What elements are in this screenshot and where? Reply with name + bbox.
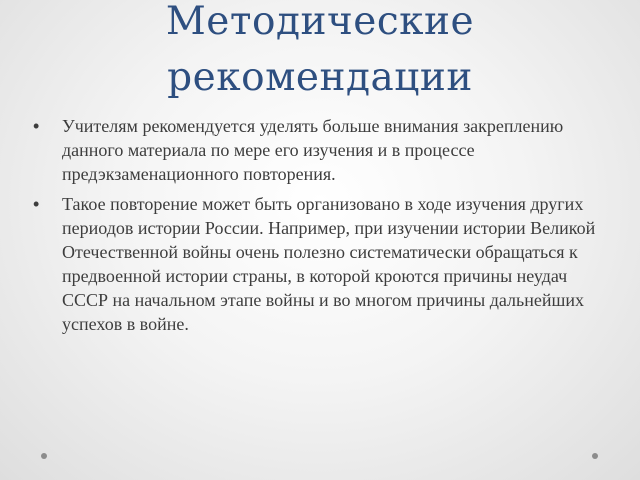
slide-title-line-1: Методические <box>165 0 475 44</box>
slide-title <box>20 0 620 106</box>
bullet-text-1: Учителям рекомендуется уделять больше внимания закреплению данного материала по мере его изучения и в процессе предэкзаменационного повторения. <box>62 116 564 184</box>
bullet-item-1 <box>33 114 613 186</box>
bullet-marker: • <box>33 194 40 214</box>
bullet-item-2 <box>33 192 613 336</box>
bullet-text-2: Такое повторение может быть организовано в ходе изучения других периодов истории России. Например, при изучении истории Великой Отечественной войны очень полезно систематически обращаться к предвоенной истории страны, в которой кроются причины неудач СССР на начальном этапе войны и во многом причины дальнейших успехов в войне. <box>62 194 596 334</box>
slide-title-line-2: рекомендации <box>167 55 473 100</box>
bullet-list <box>33 114 613 342</box>
slide-nav-dot-left <box>41 453 47 459</box>
bullet-marker: • <box>33 116 40 136</box>
slide-nav-dot-right <box>592 453 598 459</box>
